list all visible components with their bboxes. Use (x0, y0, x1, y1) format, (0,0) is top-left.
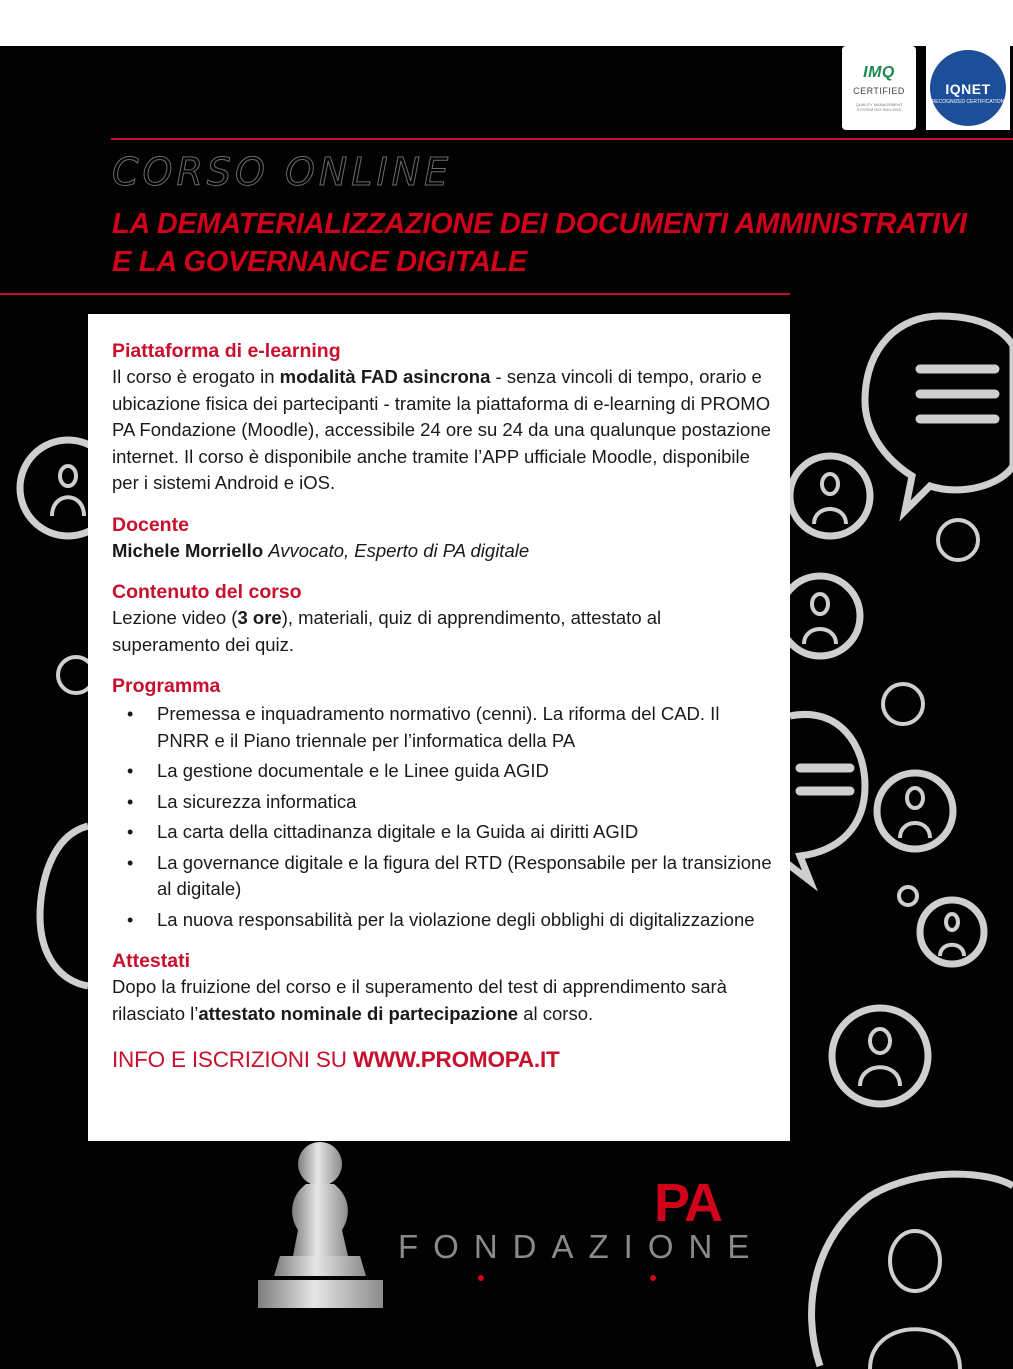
teacher-role: Avvocato, Esperto di PA digitale (268, 539, 530, 561)
logo-dot-right (650, 1275, 656, 1281)
imq-logo: IMQ (863, 64, 895, 81)
program-item: • La nuova responsabilità per la violazione degli obblighi di digitalizzazione (157, 907, 772, 934)
content-section (112, 579, 772, 658)
course-title-line-2: E LA GOVERNANCE DIGITALE (112, 246, 527, 278)
program-item: • La carta della cittadinanza digitale e la Guida ai diritti AGID (157, 819, 772, 846)
iqnet-logo: IQNET (945, 81, 991, 97)
platform-text-start: Il corso è erogato in (112, 366, 280, 387)
platform-heading: Piattaforma di e-learning (112, 340, 341, 362)
imq-certified-label: CERTIFIED (853, 86, 905, 96)
teacher-name: Michele Morriello (112, 539, 264, 561)
certificates-text-start: Dopo la fruizione del corso e il superamento del test di apprendimento sarà rilasciato l’ (112, 976, 727, 1024)
info-registration-line (112, 1047, 772, 1074)
teacher-section (112, 512, 772, 565)
teacher-details (112, 538, 772, 565)
program-item: • Premessa e inquadramento normativo (cenni). La riforma del CAD. Il PNRR e il Piano triennale per l’informatica della PA (157, 701, 772, 754)
certificates-description (112, 974, 772, 1027)
program-item: • La governance digitale e la figura del RTD (Responsabile per la transizione al digitale) (157, 850, 772, 903)
website-link[interactable]: WWW.PROMOPA.IT (352, 1047, 560, 1072)
teacher-heading: Docente (112, 513, 189, 536)
program-list (112, 701, 772, 933)
content-text-end: ), materiali, quiz di apprendimento, attestato al superamento dei quiz. (112, 607, 662, 655)
content-description (112, 605, 772, 658)
content-text-bold: 3 ore (237, 607, 282, 628)
promopa-logo-pa: PA (654, 1173, 722, 1233)
header-bottom-divider (0, 293, 790, 295)
certificates-section (112, 948, 772, 1027)
certificates-text-bold: attestato nominale di partecipazione (198, 1002, 519, 1024)
logo-dot-left (478, 1275, 484, 1281)
certificates-text-end: al corso. (518, 1002, 594, 1024)
imq-small-text: QUALITY MANAGEMENT SYSTEM ISO 9001:2015 (855, 102, 903, 112)
program-item: • La sicurezza informatica (157, 789, 772, 816)
program-section (112, 673, 772, 933)
certification-badges (842, 46, 1010, 130)
promopa-logo-fondazione: FONDAZIONE (398, 1228, 765, 1265)
chess-pawn-logo-icon (248, 1138, 393, 1308)
course-type-heading: CORSO ONLINE (112, 150, 453, 194)
iqnet-badge (926, 46, 1010, 130)
iqnet-small-text: RECOGNIZED CERTIFICATION (931, 99, 1005, 105)
platform-section (112, 338, 772, 497)
platform-description (112, 364, 772, 497)
course-title-line-1: LA DEMATERIALIZZAZIONE DEI DOCUMENTI AMMINISTRATIVI (112, 208, 967, 240)
certificates-heading: Attestati (112, 950, 191, 972)
course-info-card (88, 314, 790, 1141)
course-title (112, 205, 1002, 281)
iqnet-disc (930, 50, 1006, 126)
platform-text-bold: modalità FAD asincrona (279, 366, 491, 387)
course-info-content (112, 338, 772, 1074)
info-prefix: INFO E ISCRIZIONI SU (112, 1047, 353, 1072)
header-top-divider (111, 138, 1013, 140)
content-text-start: Lezione video ( (112, 607, 238, 628)
content-heading: Contenuto del corso (112, 581, 302, 603)
imq-certified-badge (842, 46, 916, 130)
program-heading: Programma (112, 675, 221, 697)
platform-text-end: - senza vincoli di tempo, orario e ubicazione fisica dei partecipanti - tramite la piattaforma di e-learning di PROMO PA Fondazione (Moodle), accessibile 24 ore su 24 da una qualunque postazione internet. Il corso è disponibile anche tramite l’APP ufficiale Moodle, disponibile per i sistemi Android e iOS. (112, 366, 771, 493)
program-item: • La gestione documentale e le Linee guida AGID (157, 758, 772, 785)
